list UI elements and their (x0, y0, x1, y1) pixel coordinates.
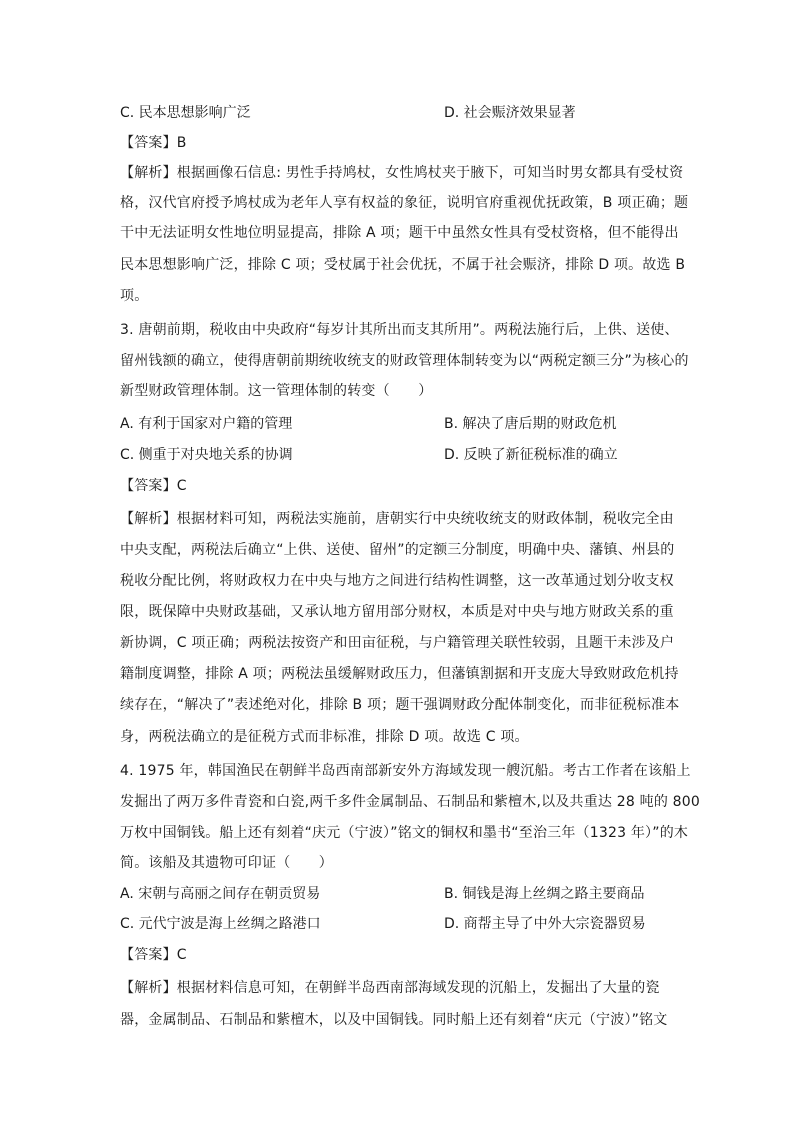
q4-option-b: B. 铜钱是海上丝绸之路主要商品 (444, 886, 645, 902)
q4-option-a: A. 宋朝与高丽之间存在朝贡贸易 (120, 886, 321, 902)
q3-stem-line: 留州钱额的确立，使得唐朝前期统收统支的财政管理体制转变为以“两税定额三分”为核心的 (120, 353, 689, 369)
q3-analysis-line: 身，两税法确立的是征税方式而非标准，排除 D 项。故选 C 项。 (120, 729, 529, 745)
q2-option-c: C. 民本思想影响广泛 (120, 105, 251, 121)
q2-option-d: D. 社会赈济效果显著 (444, 105, 576, 121)
q4-stem-line: 4. 1975 年，韩国渔民在朝鲜半岛西南部新安外方海域发现一艘沉船。考古工作者在该船上 (120, 763, 691, 779)
q4-stem-line: 简。该船及其遗物可印证（ ） (120, 855, 333, 871)
q4-analysis-line: 【解析】根据材料信息可知，在朝鲜半岛西南部海域发现的沉船上，发掘出了大量的瓷 (120, 980, 660, 996)
q3-analysis-line: 限，既保障中央财政基础，又承认地方留用部分财权，本质是对中央与地方财政关系的重 (120, 604, 674, 620)
q3-stem-line: 新型财政管理体制。这一管理体制的转变（ ） (120, 383, 433, 399)
q4-stem-line: 万枚中国铜钱。船上还有刻着“庆元（宁波）”铭文的铜权和墨书“至治三年（1323 年）”的木 (120, 825, 689, 841)
q3-analysis-line: 中央支配，两税法后确立“上供、送使、留州”的定额三分制度，明确中央、藩镇、州县的 (120, 542, 675, 558)
q2-analysis-line: 【解析】根据画像石信息: 男性手持鸠杖，女性鸠杖夹于腋下，可知当时男女都具有受杖资 (120, 165, 684, 181)
q4-option-d: D. 商帮主导了中外大宗瓷器贸易 (444, 916, 646, 932)
q4-option-c: C. 元代宁波是海上丝绸之路港口 (120, 916, 321, 932)
q3-option-c: C. 侧重于对央地关系的协调 (120, 447, 293, 463)
q4-answer: 【答案】C (120, 947, 187, 963)
q3-stem-line: 3. 唐朝前期，税收由中央政府“每岁计其所出而支其所用”。两税法施行后，上供、送使、 (120, 322, 679, 338)
q3-analysis-line: 籍制度调整，排除 A 项；两税法虽缓解财政压力，但藩镇割据和开支庞大导致财政危机持 (120, 666, 679, 682)
q3-option-b: B. 解决了唐后期的财政危机 (444, 416, 617, 432)
q2-analysis-line: 干中无法证明女性地位明显提高，排除 A 项；题干中虽然女性具有受杖资格，但不能得出 (120, 225, 679, 241)
q4-stem-line: 发掘出了两万多件青瓷和白瓷,两千多件金属制品、石制品和紫檀木,以及共重达 28 吨的 800 (120, 794, 700, 810)
q2-analysis-line: 民本思想影响广泛，排除 C 项；受杖属于社会优抚，不属于社会赈济，排除 D 项。故选 B (120, 257, 686, 273)
q3-analysis-line: 【解析】根据材料可知，两税法实施前，唐朝实行中央统收统支的财政体制，税收完全由 (120, 511, 674, 527)
q3-analysis-line: 新协调，C 项正确；两税法按资产和田亩征税，与户籍管理关联性较弱，且题干未涉及户 (120, 635, 675, 651)
q3-option-d: D. 反映了新征税标准的确立 (444, 447, 618, 463)
q3-answer: 【答案】C (120, 478, 187, 494)
q2-analysis-line: 项。 (120, 288, 149, 304)
q4-analysis-line: 器，金属制品、石制品和紫檀木，以及中国铜钱。同时船上还有刻着“庆元（宁波）”铭文 (120, 1012, 668, 1028)
q3-analysis-line: 续存在，“解决了”表述绝对化，排除 B 项；题干强调财政分配体制变化，而非征税标准本 (120, 697, 680, 713)
q2-analysis-line: 格，汉代官府授予鸠杖成为老年人享有权益的象征，说明官府重视优抚政策，B 项正确；题 (120, 195, 689, 211)
q2-answer: 【答案】B (120, 135, 187, 151)
q3-option-a: A. 有利于国家对户籍的管理 (120, 416, 293, 432)
q3-analysis-line: 税收分配比例，将财政权力在中央与地方之间进行结构性调整，这一改革通过划分收支权 (120, 573, 674, 589)
